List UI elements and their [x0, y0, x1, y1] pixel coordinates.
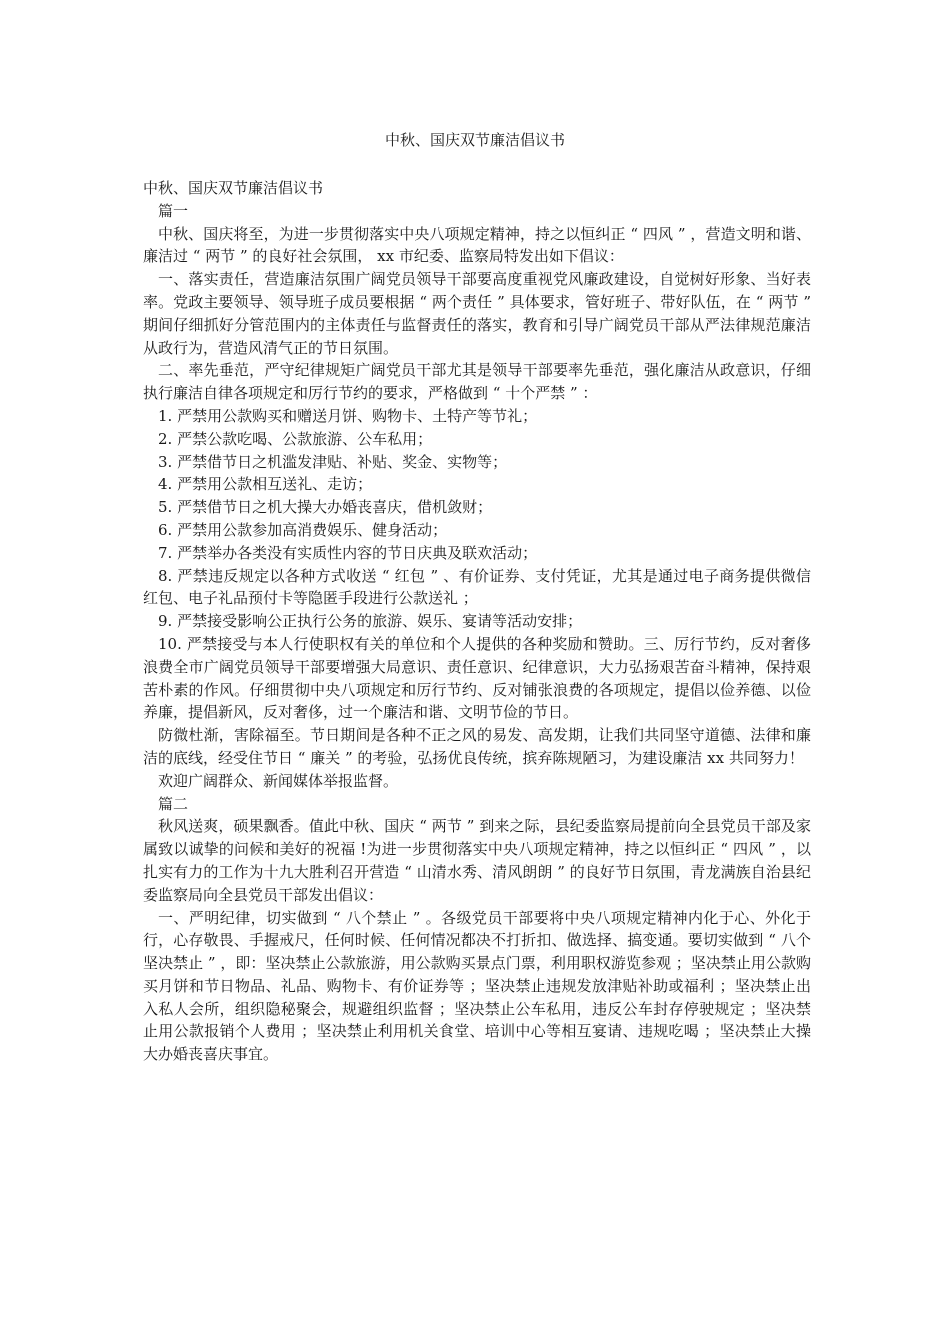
list-item: 5. 严禁借节日之机大操大办婚丧喜庆，借机敛财；: [158, 498, 493, 517]
paragraph: 中秋、国庆将至，为进一步贯彻落实中央八项规定精神，持之以恒纠正 “ 四风 ” ，营造文明和谐、廉洁过 “ 两节 ” 的良好社会氛围， xx 市纪委、监察局特发出如下倡议：: [143, 224, 811, 266]
paragraph: 一、严明纪律，切实做到 “ 八个禁止 ” 。各级党员干部要将中央八项规定精神内化于心、外化于行，心存敬畏、手握戒尺，任何时候、任何情况都决不打折扣、做选择、搞变通。要切实做到 “ 八个坚决禁止 ” ，即：坚决禁止公款旅游，用公款购买景点门票，利用职权游览参观 ；坚决禁止用公款购买月饼和节日物品、礼品、购物卡、有价证券等 ；坚决禁止违规发放津贴补助或福利 ；坚决禁止出入私人会所，组织隐秘聚会，规避组织监督 ；坚决禁止公车私用，违反公车封存停驶规定 ；坚决禁止用公款报销个人费用 ；坚决禁止利用机关食堂、培训中心等相互宴请、违规吃喝 ；坚决禁止大操大办婚丧喜庆事宜。: [143, 908, 811, 1064]
list-item: 1. 严禁用公款购买和赠送月饼、购物卡、土特产等节礼；: [158, 406, 538, 425]
body-heading: 中秋、国庆双节廉洁倡议书: [143, 179, 324, 197]
section-label-2: 篇二: [158, 794, 189, 813]
paragraph: 二、率先垂范，严守纪律规矩广阔党员干部尤其是领导干部要率先垂范，强化廉洁从政意识，仔细执行廉洁自律各项规定和厉行节约的要求，严格做到 “ 十个严禁 ” ：: [143, 361, 811, 403]
list-item: 2. 严禁公款吃喝、公款旅游、公车私用；: [158, 429, 433, 448]
list-item: 4. 严禁用公款相互送礼、走访；: [158, 475, 373, 494]
paragraph: 一、落实责任，营造廉洁氛围广阔党员领导干部要高度重视党风廉政建设，自觉树好形象、当好表率。党政主要领导、领导班子成员要根据 “ 两个责任 ” 具体要求，管好班子、带好队伍，在 “ 两节 ” 期间仔细抓好分管范围内的主体责任与监督责任的落实，教育和引导广阔党员干部从严法律规范廉洁从政行为，营造风清气正的节日氛围。: [143, 270, 811, 357]
list-item: 3. 严禁借节日之机滥发津贴、补贴、奖金、实物等；: [158, 452, 508, 471]
list-item: 8. 严禁违反规定以各种方式收送 “ 红包 ” 、有价证券、支付凭证，尤其是通过电子商务提供微信红包、电子礼品预付卡等隐匿手段进行公款送礼 ；: [143, 566, 811, 608]
paragraph: 秋风送爽，硕果飘香。值此中秋、国庆 “ 两节 ” 到来之际，县纪委监察局提前向全县党员干部及家属致以诚挚的问候和美好的祝福 !为进一步贯彻落实中央八项规定精神，持之以恒纠正 “ 四风 ” ，以扎实有力的工作为十九大胜利召开营造 “ 山清水秀、清风朗朗 ” 的良好节日氛围，青龙满族自治县纪委监察局向全县党员干部发出倡议：: [143, 817, 811, 904]
list-item: 10. 严禁接受与本人行使职权有关的单位和个人提供的各种奖励和赞助。三、厉行节约，反对奢侈浪费全市广阔党员领导干部要增强大局意识、责任意识、纪律意识，大力弘扬艰苦奋斗精神，保持艰苦朴素的作风。仔细贯彻中央八项规定和厉行节约、反对铺张浪费的各项规定，提倡以俭养德、以俭养廉，提倡新风，反对奢侈，过一个廉洁和谐、文明节俭的节日。: [143, 634, 811, 722]
list-item: 9. 严禁接受影响公正执行公务的旅游、娱乐、宴请等活动安排；: [158, 612, 583, 631]
document-title: 中秋、国庆双节廉洁倡议书: [384, 131, 565, 149]
list-item: 7. 严禁举办各类没有实质性内容的节日庆典及联欢活动；: [158, 543, 538, 562]
document-body: [143, 177, 811, 1066]
list-item: 6. 严禁用公款参加高消费娱乐、健身活动；: [158, 520, 448, 539]
paragraph: 防微杜渐，害除福至。节日期间是各种不正之风的易发、高发期，让我们共同坚守道德、法律和廉洁的底线，经受住节日 “ 廉关 ” 的考验，弘扬优良传统，摈弃陈规陋习，为建设廉洁 xx 共同努力！: [143, 726, 811, 767]
section-label-1: 篇一: [158, 201, 189, 220]
paragraph: 欢迎广阔群众、新闻媒体举报监督。: [158, 771, 399, 790]
